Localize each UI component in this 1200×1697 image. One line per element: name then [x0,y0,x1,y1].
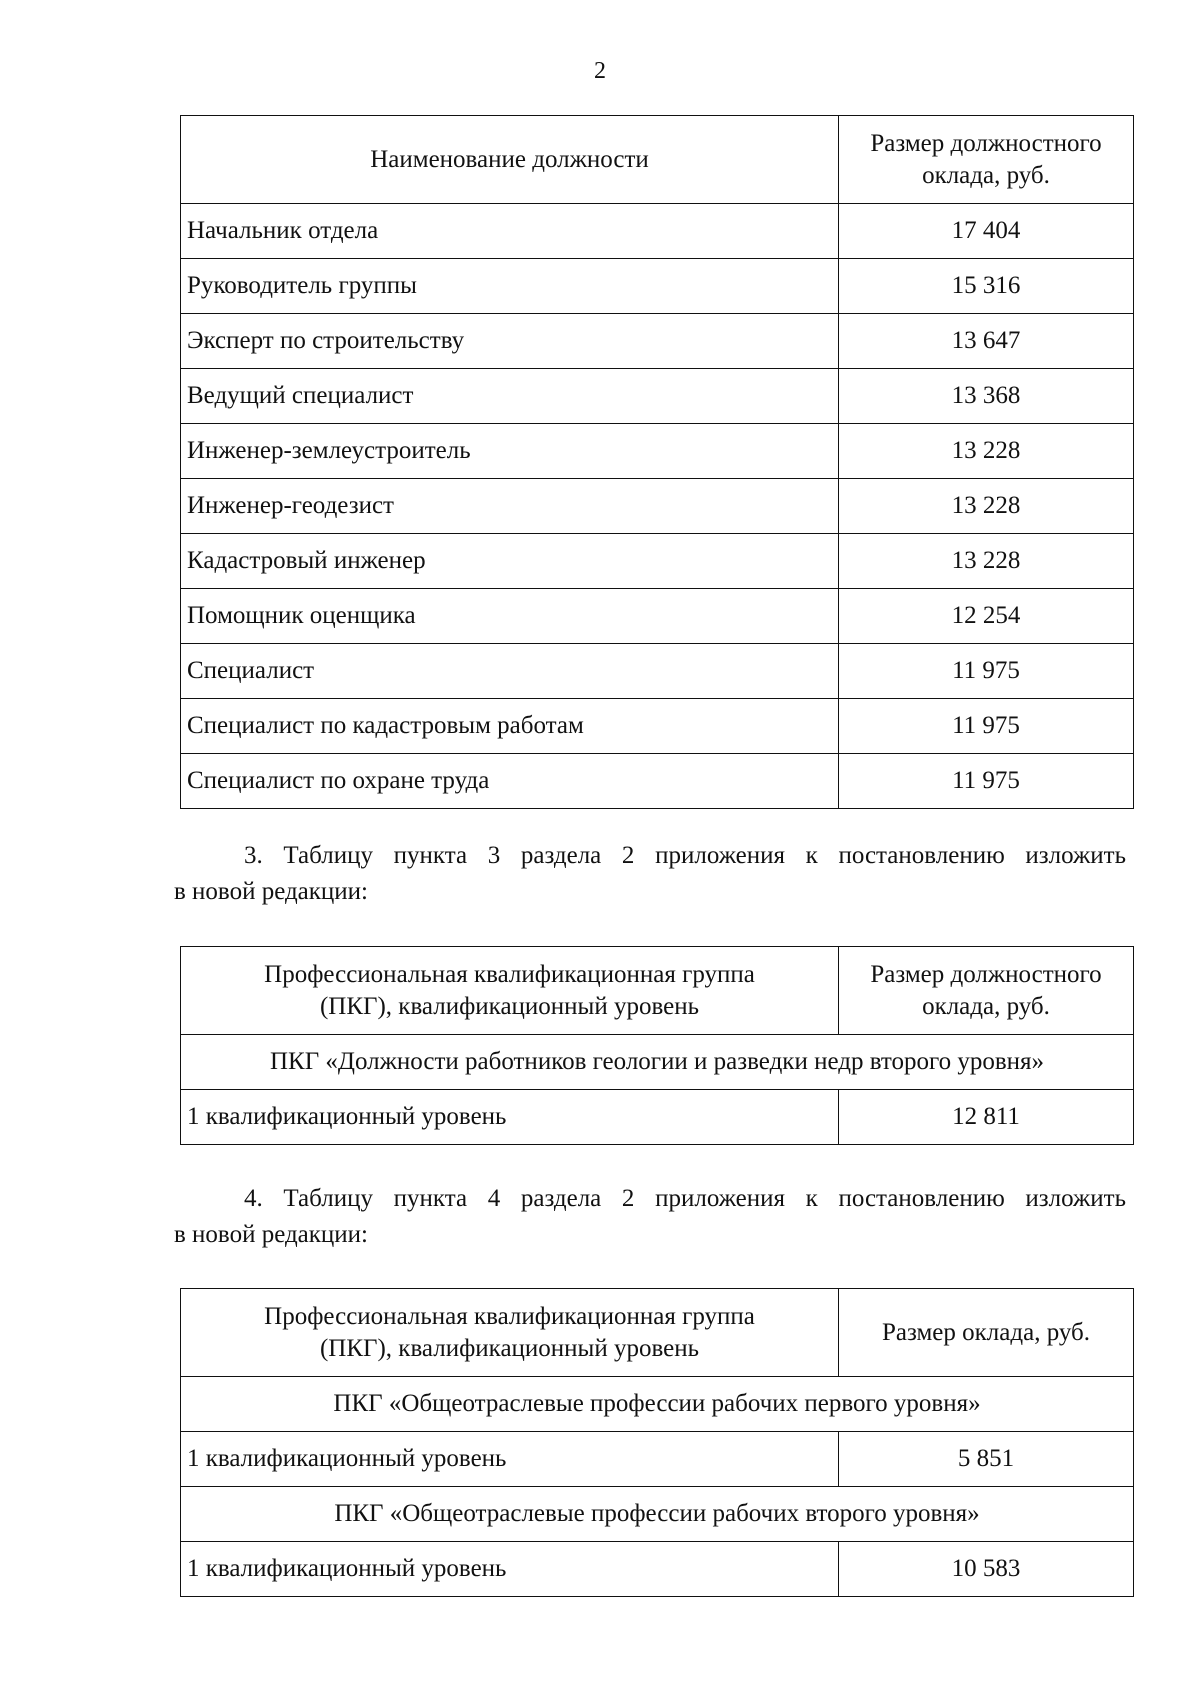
table-row [181,424,1134,479]
group-title: ПКГ «Общеотраслевые профессии рабочих второго уровня» [181,1487,1134,1542]
salary-value: 11 975 [839,754,1134,809]
table-row [181,479,1134,534]
table-row [181,589,1134,644]
paragraph-3 [174,838,1126,910]
paragraph-3-line1: 3. Таблицу пункта 3 раздела 2 приложения к постановлению изложить [244,842,1126,869]
salary-table-geology [180,946,1134,1145]
position-name: Инженер-землеустроитель [181,424,839,479]
salary-value: 13 228 [839,479,1134,534]
position-name: Специалист [181,644,839,699]
salary-value: 5 851 [839,1432,1134,1487]
position-name: Специалист по кадастровым работам [181,699,839,754]
header-pkg-label: Профессиональная квалификационная группа (ПКГ), квалификационный уровень [264,960,755,1020]
salary-table-positions [180,115,1134,809]
salary-value: 13 368 [839,369,1134,424]
table-row [181,534,1134,589]
group-title: ПКГ «Должности работников геологии и разведки недр второго уровня» [181,1035,1134,1090]
salary-value: 15 316 [839,259,1134,314]
page-number: 2 [594,58,606,84]
salary-table-workers [180,1288,1134,1597]
header-pkg [181,947,839,1035]
level-name: 1 квалификационный уровень [181,1432,839,1487]
group-row [181,1035,1134,1090]
table-row [181,1090,1134,1145]
table-row [181,754,1134,809]
paragraph-4-line1: 4. Таблицу пункта 4 раздела 2 приложения к постановлению изложить [244,1185,1126,1212]
paragraph-4 [174,1181,1126,1253]
salary-value: 11 975 [839,644,1134,699]
position-name: Руководитель группы [181,259,839,314]
level-name: 1 квалификационный уровень [181,1090,839,1145]
header-pkg-label: Профессиональная квалификационная группа (ПКГ), квалификационный уровень [264,1302,755,1362]
table-header-row [181,116,1134,204]
position-name: Эксперт по строительству [181,314,839,369]
table-row [181,259,1134,314]
table-row [181,314,1134,369]
header-salary-label: Размер должностного оклада, руб. [870,960,1102,1020]
level-name: 1 квалификационный уровень [181,1542,839,1597]
position-name: Инженер-геодезист [181,479,839,534]
salary-value: 13 228 [839,424,1134,479]
salary-value: 13 647 [839,314,1134,369]
header-salary: Размер оклада, руб. [839,1289,1134,1377]
group-title: ПКГ «Общеотраслевые профессии рабочих первого уровня» [181,1377,1134,1432]
table1-body [181,204,1134,809]
table-header-row [181,1289,1134,1377]
salary-value: 11 975 [839,699,1134,754]
salary-value: 12 811 [839,1090,1134,1145]
position-name: Кадастровый инженер [181,534,839,589]
group-row [181,1377,1134,1432]
paragraph-4-line2: в новой редакции: [174,1221,369,1248]
table-row [181,644,1134,699]
header-salary [839,947,1134,1035]
position-name: Начальник отдела [181,204,839,259]
table-row [181,204,1134,259]
salary-value: 17 404 [839,204,1134,259]
header-salary [839,116,1134,204]
table-row [181,699,1134,754]
table-header-row [181,947,1134,1035]
position-name: Специалист по охране труда [181,754,839,809]
table-row [181,1432,1134,1487]
salary-value: 12 254 [839,589,1134,644]
table-row [181,369,1134,424]
header-salary-label: Размер должностного оклада, руб. [870,129,1102,189]
table-row [181,1542,1134,1597]
header-pkg [181,1289,839,1377]
header-position-name: Наименование должности [181,116,839,204]
group-row [181,1487,1134,1542]
salary-value: 10 583 [839,1542,1134,1597]
position-name: Ведущий специалист [181,369,839,424]
salary-value: 13 228 [839,534,1134,589]
paragraph-3-line2: в новой редакции: [174,878,369,905]
position-name: Помощник оценщика [181,589,839,644]
